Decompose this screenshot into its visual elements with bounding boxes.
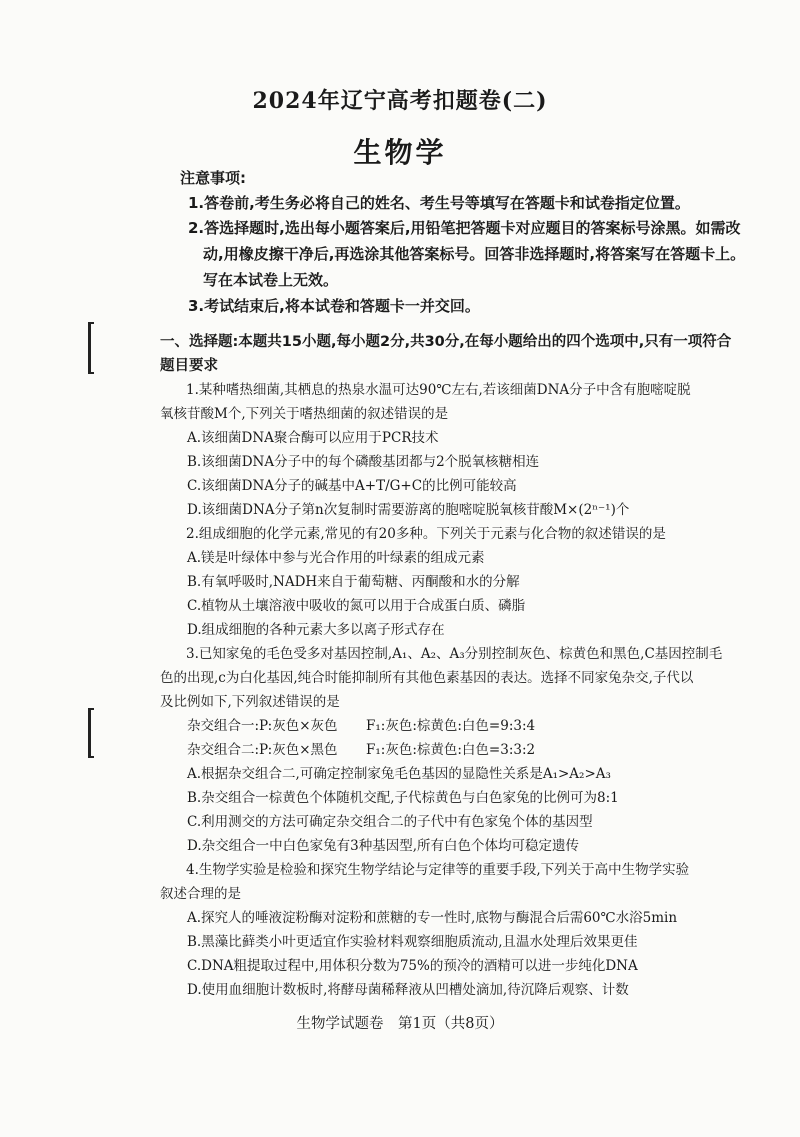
q3-option-c: C.利用测交的方法可确定杂交组合二的子代中有色家兔个体的基因型 xyxy=(187,814,593,830)
q2-option-b: B.有氧呼吸时,NADH来自于葡萄糖、丙酮酸和水的分解 xyxy=(187,574,520,590)
q3-stem-line-1: 3.已知家兔的毛色受多对基因控制,A₁、A₂、A₃分别控制灰色、棕黄色和黑色,C基因控制毛 xyxy=(186,646,723,662)
q3-option-d: D.杂交组合一中白色家兔有3种基因型,所有白色个体均可稳定遗传 xyxy=(187,838,580,854)
q3-cross-2-parents: 杂交组合二:P:灰色×黑色 xyxy=(187,742,338,758)
section-heading xyxy=(160,330,745,378)
q4-option-c: C.DNA粗提取过程中,用体积分数为75%的预冷的酒精可以进一步纯化DNA xyxy=(187,958,638,974)
q3-cross-1-parents: 杂交组合一:P:灰色×灰色 xyxy=(187,718,338,734)
q3-cross-2-offspring: F₁:灰色:棕黄色:白色=3:3:2 xyxy=(366,742,536,758)
q3-cross-1-offspring: F₁:灰色:棕黄色:白色=9:3:4 xyxy=(366,718,536,734)
section-heading-line-2: 题目要求 xyxy=(160,358,218,374)
q1-option-a: A.该细菌DNA聚合酶可以应用于PCR技术 xyxy=(187,430,439,446)
q3-stem-line-3: 及比例如下,下列叙述错误的是 xyxy=(160,694,340,710)
binding-mark-bottom xyxy=(88,708,91,758)
exam-title: 2024年辽宁高考扣题卷(二) xyxy=(252,88,548,114)
q4-option-d: D.使用血细胞计数板时,将酵母菌稀释液从凹槽处滴加,待沉降后观察、计数 xyxy=(187,982,629,998)
q4-option-b: B.黑藻比藓类小叶更适宜作实验材料观察细胞质流动,且温水处理后效果更佳 xyxy=(187,934,638,950)
binding-mark-top xyxy=(88,322,91,374)
subject-title: 生物学 xyxy=(353,136,447,169)
q1-stem-line-2: 氧核苷酸M个,下列关于嗜热细菌的叙述错误的是 xyxy=(160,406,449,422)
q3-stem-line-2: 色的出现,c为白化基因,纯合时能抑制所有其他色素基因的表达。选择不同家兔杂交,子代以 xyxy=(160,670,694,686)
notice-item-2: 2.答选择题时,选出每小题答案后,用铅笔把答题卡对应题目的答案标号涂黑。如需改 xyxy=(188,219,741,237)
q2-option-a: A.镁是叶绿体中参与光合作用的叶绿素的组成元素 xyxy=(187,550,485,566)
notice-heading: 注意事项: xyxy=(180,169,246,187)
notice-item-2-end: 写在本试卷上无效。 xyxy=(203,271,339,289)
section-heading-line-1: 一、选择题:本题共15小题,每小题2分,共30分,在每小题给出的四个选项中,只有一项符合 xyxy=(160,334,732,350)
q2-stem: 2.组成细胞的化学元素,常见的有20多种。下列关于元素与化合物的叙述错误的是 xyxy=(186,526,666,542)
q1-stem-line-1: 1.某种嗜热细菌,其栖息的热泉水温可达90℃左右,若该细菌DNA分子中含有胞嘧啶脱 xyxy=(186,382,691,398)
q3-option-b: B.杂交组合一棕黄色个体随机交配,子代棕黄色与白色家兔的比例可为8:1 xyxy=(187,790,619,806)
notice-item-1: 1.答卷前,考生务必将自己的姓名、考生号等填写在答题卡和试卷指定位置。 xyxy=(188,194,690,212)
notice-item-2-cont: 动,用橡皮擦干净后,再选涂其他答案标号。回答非选择题时,将答案写在答题卡上。 xyxy=(203,245,746,263)
q4-stem-line-2: 叙述合理的是 xyxy=(160,886,241,902)
q4-option-a: A.探究人的唾液淀粉酶对淀粉和蔗糖的专一性时,底物与酶混合后需60℃水浴5min xyxy=(187,910,678,926)
q1-option-c: C.该细菌DNA分子的碱基中A+T/G+C的比例可能较高 xyxy=(187,478,517,494)
q3-option-a: A.根据杂交组合二,可确定控制家兔毛色基因的显隐性关系是A₁>A₂>A₃ xyxy=(187,766,611,782)
page-footer: 生物学试题卷 第1页（共8页） xyxy=(296,1016,504,1032)
q2-option-c: C.植物从土壤溶液中吸收的氮可以用于合成蛋白质、磷脂 xyxy=(187,598,526,614)
q4-stem-line-1: 4.生物学实验是检验和探究生物学结论与定律等的重要手段,下列关于高中生物学实验 xyxy=(186,862,690,878)
notice-item-3: 3.考试结束后,将本试卷和答题卡一并交回。 xyxy=(188,297,480,315)
q1-option-d: D.该细菌DNA分子第n次复制时需要游离的胞嘧啶脱氧核苷酸M×(2ⁿ⁻¹)个 xyxy=(187,502,630,518)
q2-option-d: D.组成细胞的各种元素大多以离子形式存在 xyxy=(187,622,445,638)
q1-option-b: B.该细菌DNA分子中的每个磷酸基团都与2个脱氧核糖相连 xyxy=(187,454,540,470)
